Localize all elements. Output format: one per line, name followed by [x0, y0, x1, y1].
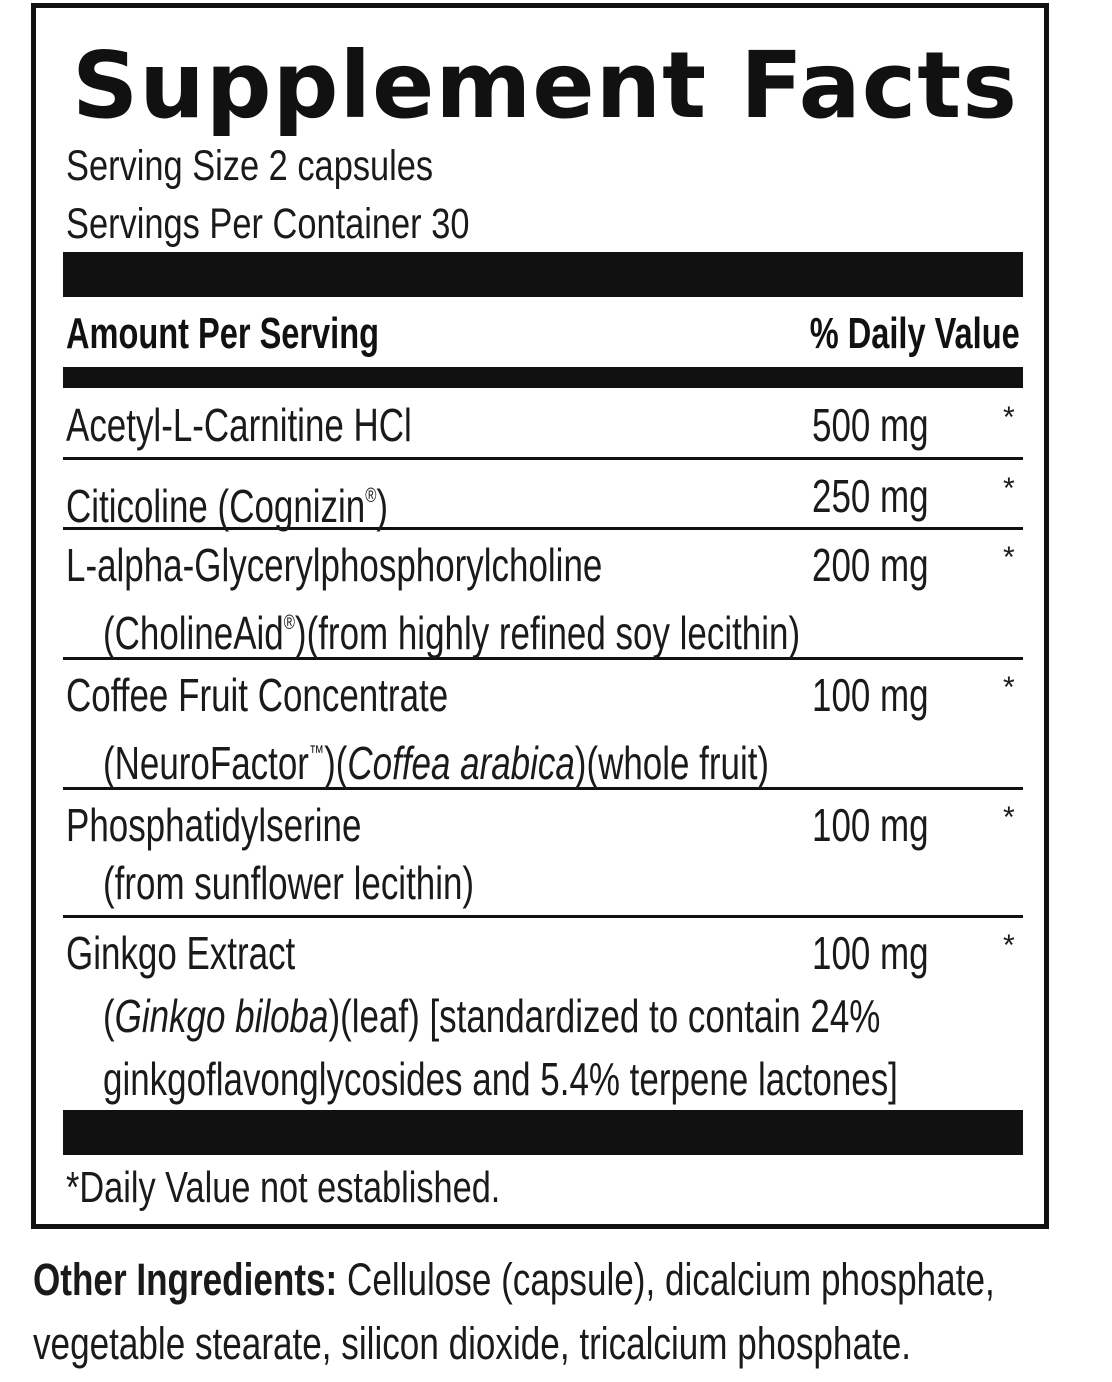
- ingredient-detail-continued: ginkgoflavonglycosides and 5.4% terpene lactones]: [103, 1053, 898, 1105]
- ingredient-amount: 500 mg: [812, 399, 929, 451]
- other-ingredients-label: Other Ingredients:: [33, 1254, 338, 1305]
- ingredient-detail: (from sunflower lecithin): [103, 857, 475, 909]
- daily-value-marker: *: [1003, 801, 1015, 834]
- ingredient-row: [63, 790, 1023, 918]
- ingredient-row: [63, 460, 1023, 530]
- daily-value-marker: *: [1003, 401, 1015, 434]
- ingredient-name: Coffee Fruit Concentrate: [66, 669, 449, 721]
- amount-per-serving-header: Amount Per Serving: [66, 309, 379, 358]
- ingredient-row: [63, 388, 1023, 460]
- ingredient-amount: 250 mg: [812, 470, 929, 522]
- registered-mark: ®: [365, 485, 377, 507]
- daily-value-marker: *: [1003, 472, 1015, 505]
- ingredient-name: Citicoline (Cognizin®): [66, 480, 389, 532]
- ingredient-amount: 200 mg: [812, 539, 929, 591]
- daily-value-marker: *: [1003, 929, 1015, 962]
- daily-value-footnote: *Daily Value not established.: [66, 1163, 501, 1212]
- botanical-name: Coffea arabica: [347, 737, 575, 789]
- ingredient-amount: 100 mg: [812, 799, 929, 851]
- registered-mark: ®: [283, 612, 295, 634]
- trademark: ™: [308, 742, 325, 764]
- daily-value-marker: *: [1003, 671, 1015, 704]
- thick-divider-top: [63, 252, 1023, 297]
- ingredient-row: [63, 660, 1023, 790]
- supplement-facts-panel: [31, 3, 1049, 1229]
- other-ingredients-line-1: Other Ingredients: Cellulose (capsule), dicalcium phosphate,: [33, 1254, 995, 1305]
- ingredient-name: L-alpha-Glycerylphosphorylcholine: [66, 539, 603, 591]
- daily-value-header: % Daily Value: [810, 309, 1020, 358]
- ingredient-amount: 100 mg: [812, 669, 929, 721]
- ingredient-detail: (Ginkgo biloba)(leaf) [standardized to contain 24%: [103, 990, 881, 1042]
- ingredient-amount: 100 mg: [812, 927, 929, 979]
- panel-title: Supplement Facts: [72, 32, 1018, 139]
- ingredient-name: Ginkgo Extract: [66, 927, 296, 979]
- serving-size: Serving Size 2 capsules: [66, 142, 434, 190]
- ingredient-row: [63, 530, 1023, 660]
- other-ingredients-line-2: vegetable stearate, silicon dioxide, tricalcium phosphate.: [33, 1318, 911, 1369]
- thick-divider-bottom: [63, 1110, 1023, 1155]
- ingredient-row: [63, 918, 1023, 1108]
- ingredient-detail: (CholineAid®)(from highly refined soy lecithin): [103, 607, 801, 659]
- ingredient-name: Acetyl-L-Carnitine HCl: [66, 399, 412, 451]
- servings-per-container: Servings Per Container 30: [66, 200, 470, 248]
- ingredient-detail: (NeuroFactor™)(Coffea arabica)(whole fruit): [103, 737, 770, 789]
- botanical-name: Ginkgo biloba: [114, 990, 329, 1042]
- medium-divider: [63, 367, 1023, 388]
- ingredient-name: Phosphatidylserine: [66, 799, 362, 851]
- daily-value-marker: *: [1003, 541, 1015, 574]
